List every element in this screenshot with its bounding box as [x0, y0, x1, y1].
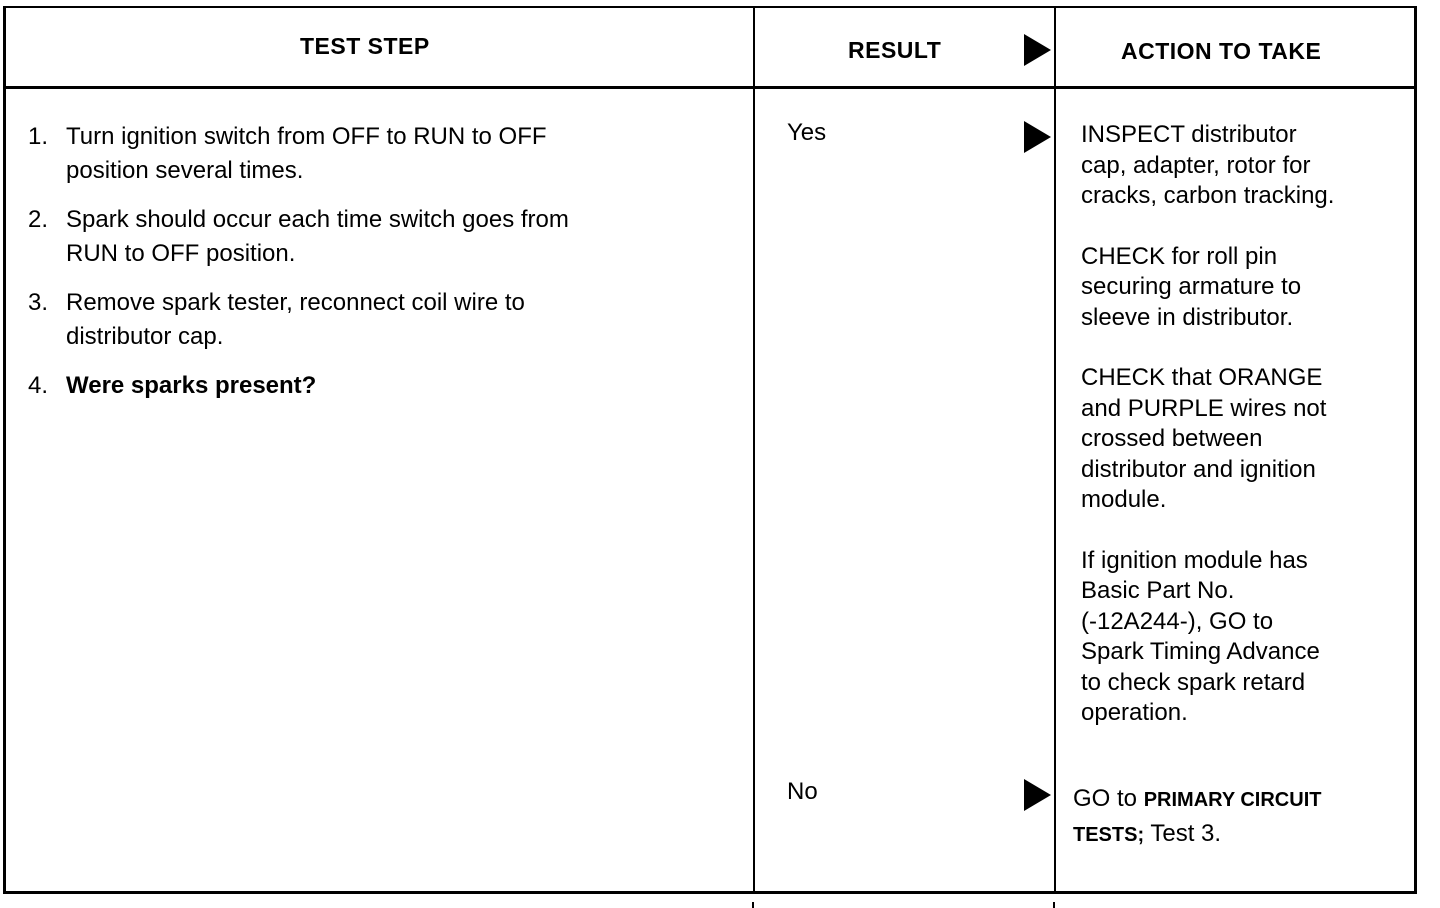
- header-result: RESULT: [848, 37, 942, 63]
- step-text: Turn ignition switch from OFF to RUN to OFF position several times.: [66, 123, 547, 184]
- arrow-right-icon: [1024, 34, 1051, 66]
- arrow-right-icon: [1024, 121, 1051, 153]
- action-no-go: GO to: [1073, 785, 1144, 812]
- action-check-roll-pin: CHECK for roll pin securing armature to sleeve in distributor.: [1081, 242, 1302, 331]
- action-no-reference: TESTS;: [1073, 824, 1145, 846]
- action-no-test: Test 3.: [1144, 820, 1222, 847]
- step-item: [28, 203, 569, 271]
- column-divider: [753, 6, 755, 892]
- tick-mark: [1053, 902, 1055, 908]
- header-test-step: TEST STEP: [300, 33, 430, 59]
- result-yes: Yes: [787, 119, 827, 146]
- result-no: No: [787, 778, 818, 805]
- action-spark-timing: If ignition module has Basic Part No. (-12A244-), GO to Spark Timing Advance to check spark retard operation.: [1081, 546, 1320, 726]
- action-no-reference: PRIMARY CIRCUIT: [1143, 789, 1322, 811]
- step-text: Remove spark tester, reconnect coil wire to distributor cap.: [66, 289, 525, 350]
- step-number: 2.: [28, 206, 49, 233]
- column-divider: [1054, 6, 1056, 892]
- step-item: [28, 120, 569, 188]
- header-divider: [3, 86, 1414, 89]
- test-steps: [28, 120, 569, 418]
- step-number: 3.: [28, 289, 49, 316]
- action-check-wires: CHECK that ORANGE and PURPLE wires not crossed between distributor and ignition module.: [1081, 364, 1327, 513]
- step-text: Spark should occur each time switch goes from RUN to OFF position.: [66, 206, 569, 267]
- step-item: [28, 286, 569, 354]
- action-no: [1073, 782, 1321, 852]
- step-number: 1.: [28, 123, 49, 150]
- step-question: Were sparks present?: [66, 372, 317, 399]
- header-action-to-take: ACTION TO TAKE: [1121, 38, 1322, 64]
- action-inspect: INSPECT distributor cap, adapter, rotor for cracks, carbon tracking.: [1081, 121, 1335, 209]
- arrow-right-icon: [1024, 779, 1051, 811]
- step-item: [28, 369, 569, 403]
- step-number: 4.: [28, 372, 49, 399]
- tick-mark: [752, 902, 754, 908]
- actions-yes: [1081, 120, 1334, 729]
